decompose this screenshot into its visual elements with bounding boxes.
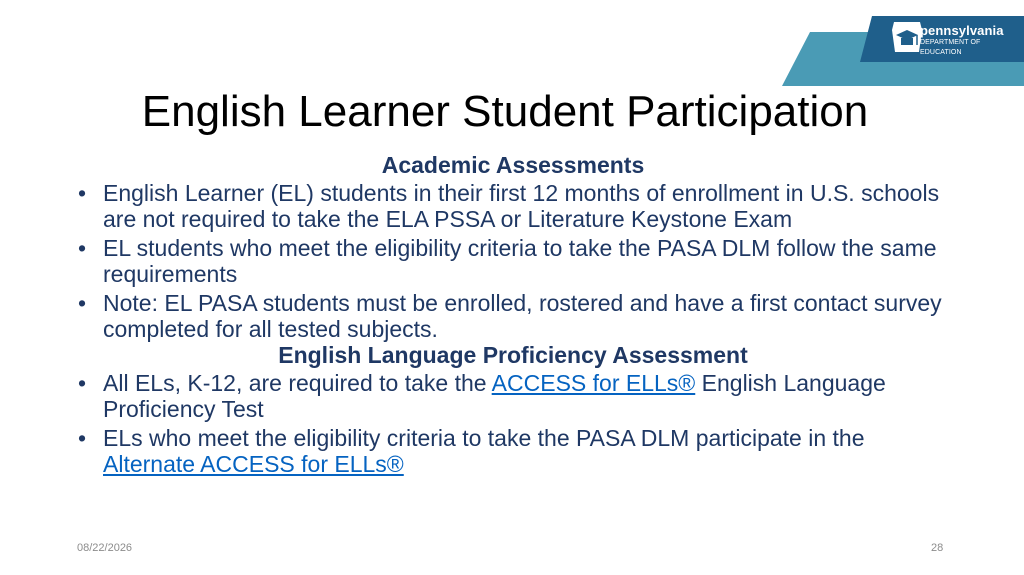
bullet-text: Note: EL PASA students must be enrolled, rostered and have a first contact survey completed for all tested subjects.	[103, 290, 942, 342]
bullet-marker: •	[78, 370, 87, 396]
bullet-text-before: All ELs, K-12, are required to take the	[103, 370, 492, 396]
bullet-text-before: ELs who meet the eligibility criteria to take the PASA DLM participate in the	[103, 425, 865, 451]
list-item	[78, 425, 958, 477]
access-for-ells-link[interactable]: ACCESS for ELLs®	[491, 370, 696, 396]
bullet-marker: •	[78, 235, 87, 261]
list-item	[78, 180, 958, 232]
bullet-text: EL students who meet the eligibility criteria to take the PASA DLM follow the same requirements	[103, 235, 937, 287]
list-item	[78, 290, 958, 342]
bullet-marker: •	[78, 290, 87, 316]
slide-number: 28	[931, 542, 944, 554]
bullet-marker: •	[78, 425, 87, 451]
pa-education-logo	[920, 24, 1024, 58]
alternate-access-for-ells-link[interactable]: Alternate ACCESS for ELLs®	[103, 451, 404, 477]
logo-name: pennsylvania	[920, 23, 1004, 38]
list-item	[78, 235, 958, 287]
list-item	[78, 370, 958, 422]
logo-department: DEPARTMENT OF EDUCATION	[920, 39, 981, 56]
slide-title: English Learner Student Participation	[141, 87, 869, 136]
slide-date: 08/22/2026	[77, 542, 133, 554]
bullet-text-after: English Language Proficiency Test	[103, 370, 886, 422]
keystone-graduation-cap-icon	[892, 22, 922, 52]
slide-content	[78, 152, 958, 480]
section-heading-elp: English Language Proficiency Assessment	[278, 342, 748, 368]
bullet-marker: •	[78, 180, 87, 206]
bullet-text: English Learner (EL) students in their first 12 months of enrollment in U.S. schools are not required to take the ELA PSSA or Literature Keystone Exam	[103, 180, 940, 232]
section-heading-academic: Academic Assessments	[381, 152, 645, 178]
